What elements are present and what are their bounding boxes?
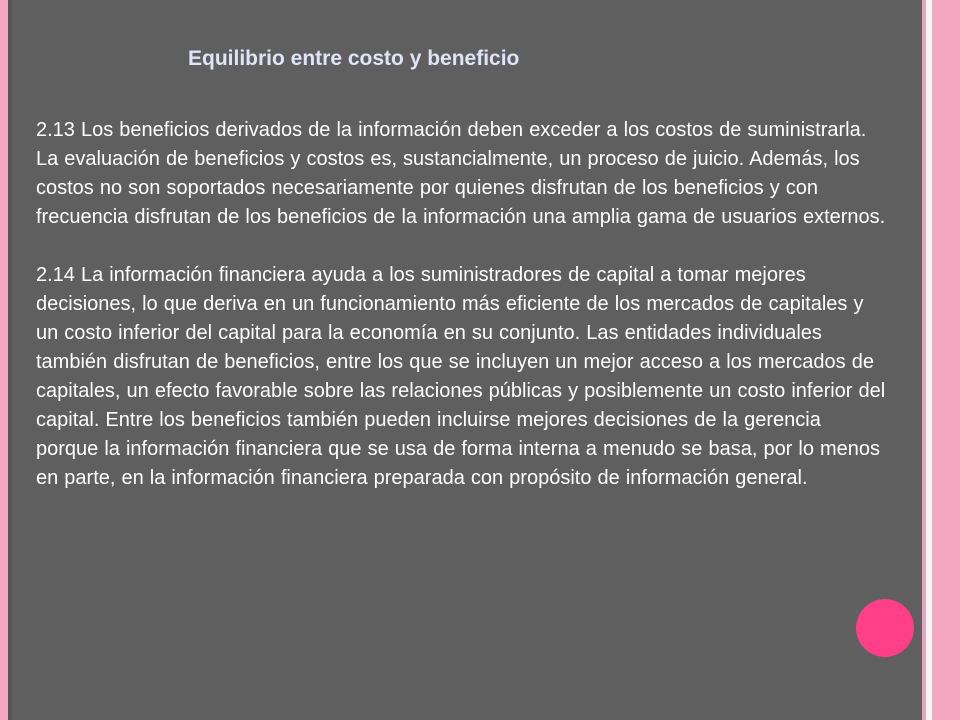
paragraph-2-13: 2.13 Los beneficios derivados de la información deben exceder a los costos de suministrarla. La evaluación de beneficios y costos es, sustancialmente, un proceso de juicio. Además, los costos no son soportados necesariamente por quienes disfrutan de los beneficios y con frecuencia disfrutan de los beneficios de la información una amplia gama de usuarios externos.: [36, 119, 886, 228]
paragraph-2-14: 2.14 La información financiera ayuda a los suministradores de capital a tomar mejores decisiones, lo que deriva en un funcionamiento más eficiente de los mercados de capitales y un costo inferior del capital para la economía en su conjunto. Las entidades individuales también disfrutan de beneficios, entre los que se incluyen un mejor acceso a los mercados de capitales, un efecto favorable sobre las relaciones públicas y posiblemente un costo inferior del capital. Entre los beneficios también pueden incluirse mejores decisiones de la gerencia porque la información financiera que se usa de forma interna a menudo se basa, por lo menos en parte, en la información financiera preparada con propósito de información general.: [36, 264, 886, 489]
left-decorative-stripe: [0, 0, 8, 720]
left-decorative-stripe-dark: [8, 0, 12, 720]
decorative-pink-dot: [856, 599, 914, 657]
right-decorative-band: [932, 0, 960, 720]
slide-title: Equilibrio entre costo y beneficio: [188, 47, 520, 70]
slide-content: [36, 116, 886, 522]
